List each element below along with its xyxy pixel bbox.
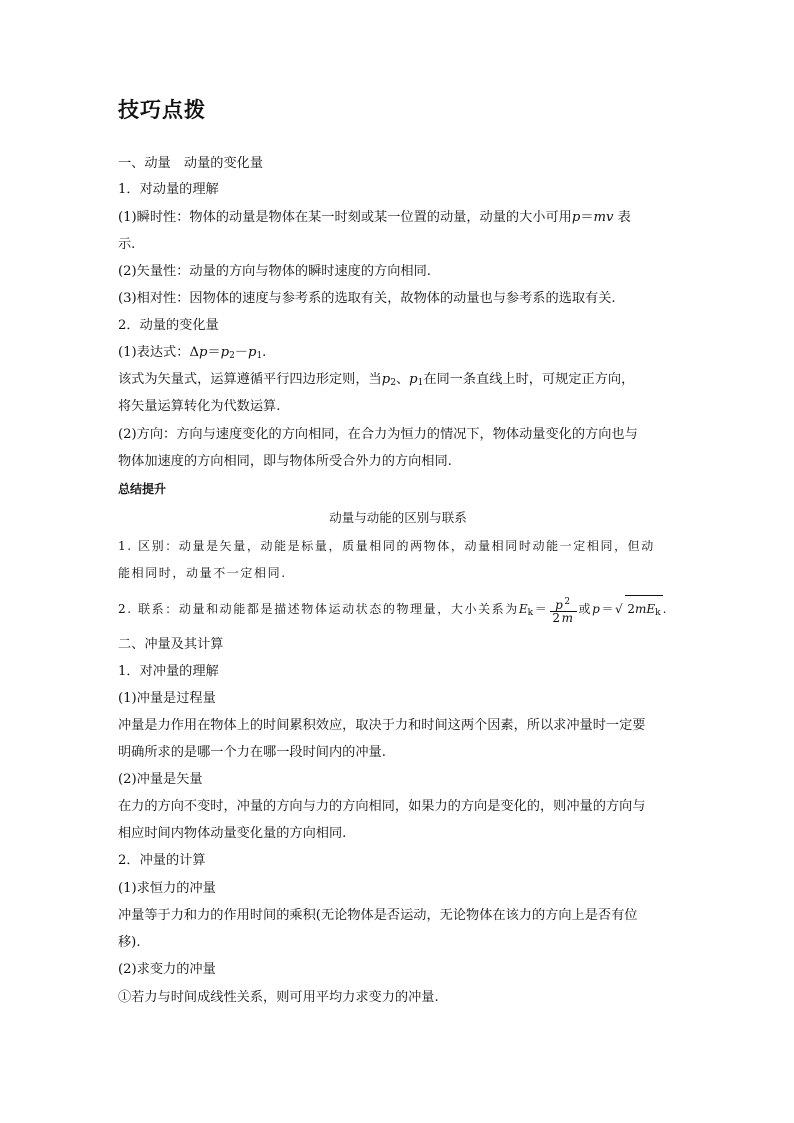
paragraph-impulse-vector-body-end: 相应时间内物体动量变化量的方向相同. (118, 826, 347, 841)
text: 该式为矢量式，运算遵循平行四边形定则，当 (118, 372, 382, 387)
paragraph-variable-force-body: ①若力与时间成线性关系，则可用平均力求变力的冲量. (118, 990, 439, 1005)
summary-difference: 1. 区别：动量是矢量，动能是标量，质量相同的两物体，动量相同时动能一定相同，但动 (118, 539, 655, 553)
paragraph-constant-force-body: 冲量等于力和力的作用时间的乘积(无论物体是否运动，无论物体在该力的方向上是否有位 (118, 908, 638, 923)
text: (1)瞬时性：物体的动量是物体在某一时刻或某一位置的动量，动量的大小可用 (118, 210, 572, 225)
paragraph-expression: (1)表达式：$\Delta p=p_2-p_1$. (118, 345, 267, 361)
paragraph-impulse-vector: (2)冲量是矢量 (118, 772, 203, 787)
summary-relation: 2. 联系：动量和动能都是描述物体运动状态的物理量，大小关系为$E_k=$ $\frac{p^2}{2m}$ 或p＝√ $2mE_k$ . (118, 596, 668, 625)
section2-sub1: 1．对冲量的理解 (118, 664, 219, 679)
paragraph-vector-rule: 该式为矢量式，运算遵循平行四边形定则，当$p_2$、$p_1$在同一条直线上时，可规定正方向， (118, 372, 635, 388)
fraction-p2-over-2m: $\frac{p^2}{2m}$ (552, 596, 575, 625)
section1-sub2: 2．动量的变化量 (118, 318, 219, 333)
paragraph-vector: (2)矢量性：动量的方向与物体的瞬时速度的方向相同. (118, 264, 431, 279)
summary-difference-end: 能相同时，动量不一定相同. (118, 566, 287, 580)
paragraph-constant-force-body-end: 移). (118, 935, 141, 950)
paragraph-variable-force: (2)求变力的冲量 (118, 962, 216, 977)
section1-heading: 一、动量 动量的变化量 (118, 156, 264, 171)
paragraph-process-body: 冲量是力作用在物体上的时间累积效应，取决于力和时间这两个因素，所以求冲量时一定要 (118, 718, 646, 733)
text: (1)表达式： (118, 345, 190, 360)
paragraph-direction: (2)方向：方向与速度变化的方向相同，在合力为恒力的情况下，物体动量变化的方向也与 (118, 427, 638, 442)
paragraph-impulse-vector-body: 在力的方向不变时，冲量的方向与力的方向相同，如果力的方向是变化的，则冲量的方向与 (118, 799, 646, 814)
formula-p-mv: p (571, 210, 581, 225)
paragraph-direction-end: 物体加速度的方向相同，即与物体所受合外力的方向相同. (118, 454, 452, 469)
formula-mv: mv (593, 210, 614, 225)
paragraph-process: (1)冲量是过程量 (118, 691, 216, 706)
text: 或 (578, 602, 593, 616)
paragraph-instantaneity-end: 示. (118, 237, 136, 252)
section1-sub1: 1．对动量的理解 (118, 182, 219, 197)
text: 在同一条直线上时，可规定正方向， (423, 372, 635, 387)
paragraph-process-body-end: 明确所求的是哪一个力在哪一段时间内的冲量. (118, 745, 386, 760)
section2-sub2: 2．冲量的计算 (118, 853, 206, 868)
page-title: 技巧点拨 (118, 98, 206, 122)
summary-heading: 动量与动能的区别与联系 (329, 510, 467, 525)
paragraph-instantaneity: (1)瞬时性：物体的动量是物体在某一时刻或某一位置的动量，动量的大小可用p＝mv 表 (118, 210, 631, 225)
text: 2. 联系：动量和动能都是描述物体运动状态的物理量，大小关系为 (118, 602, 519, 616)
paragraph-relativity: (3)相对性：因物体的速度与参考系的选取有关，故物体的动量也与参考系的选取有关. (118, 291, 616, 306)
summary-label: 总结提升 (118, 482, 167, 496)
section2-heading: 二、冲量及其计算 (118, 637, 224, 652)
paragraph-vector-rule-end: 将矢量运算转化为代数运算. (118, 399, 281, 414)
paragraph-constant-force: (1)求恒力的冲量 (118, 881, 216, 896)
